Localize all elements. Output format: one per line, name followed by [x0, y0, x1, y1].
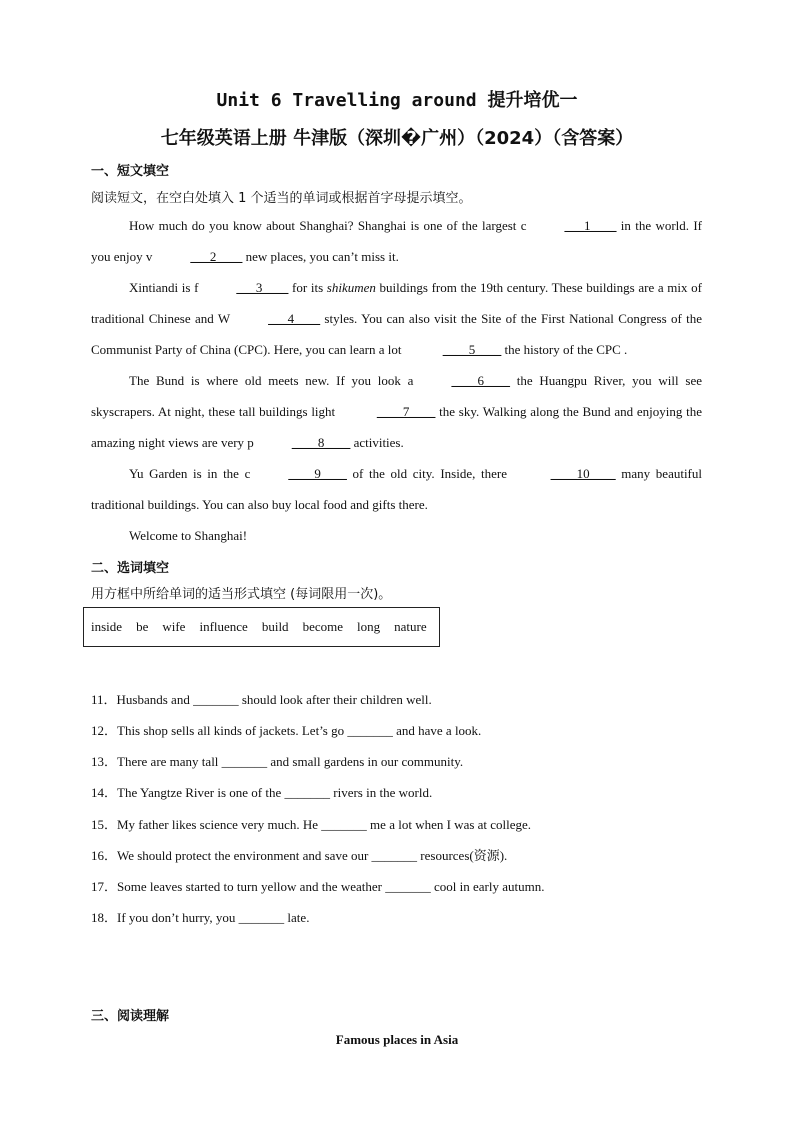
blank-5: ____5____ — [442, 342, 502, 357]
word-option: influence — [199, 619, 248, 634]
word-option: become — [302, 619, 343, 634]
section-heading-2: 二、选词填空 — [91, 561, 170, 576]
word-option: nature — [394, 619, 427, 634]
word-option: build — [261, 619, 289, 634]
section-instruction-1: 阅读短文，在空白处填入 1 个适当的单词或根据首字母提示填空。 — [91, 191, 472, 206]
passage-paragraph: Xintiandi is f ___3____ for its shikumen buildings from the 19th century. These buildings are a mix of traditional Chinese and W ___4____ styles. You can also visit the Site of the First National Congress of the Communist Party of China (CPC). Here, you can learn a lot ____5____ the history of the CPC . — [91, 272, 702, 365]
section-instruction-2: 用方框中所给单词的适当形式填空 (每词限用一次)。 — [91, 587, 392, 602]
word-box — [83, 607, 440, 647]
passage-paragraph: How much do you know about Shanghai? Shanghai is one of the largest c ___1____ in the world. If you enjoy v ___2____ new places, you can’t miss it. — [91, 210, 702, 272]
word-option: long — [356, 619, 381, 634]
passage-closing: Welcome to Shanghai! — [129, 528, 248, 543]
blank-4: ___4____ — [268, 311, 321, 326]
question-14: 14．The Yangtze River is one of the _______ rivers in the world. — [91, 785, 433, 800]
blank-3: ___3____ — [236, 280, 289, 295]
question-18: 18．If you don’t hurry, you _______ late. — [91, 910, 310, 925]
passage-paragraph: Yu Garden is in the c ____9____ of the old city. Inside, there ____10____ many beautiful traditional buildings. You can also buy local food and gifts there. — [91, 458, 702, 520]
blank-9: ____9____ — [288, 466, 347, 481]
word-option: wife — [162, 619, 186, 634]
question-15: 15．My father likes science very much. He _______ me a lot when I was at college. — [91, 817, 532, 832]
passage-shanghai — [91, 210, 702, 551]
word-option: be — [136, 619, 149, 634]
blank-1: ___1____ — [564, 218, 617, 233]
blank-7: ____7____ — [376, 404, 436, 419]
question-16: 16．We should protect the environment and save our _______ resources(资源). — [91, 848, 508, 863]
blank-2: ___2____ — [190, 249, 243, 264]
blank-8: ____8____ — [291, 435, 351, 450]
section-heading-3: 三、阅读理解 — [91, 1009, 170, 1024]
question-17: 17．Some leaves started to turn yellow and the weather _______ cool in early autumn. — [91, 879, 545, 894]
question-12: 12．This shop sells all kinds of jackets. Let’s go _______ and have a look. — [91, 723, 482, 738]
blank-6: ____6____ — [451, 373, 510, 388]
document-title: Unit 6 Travelling around 提升培优一 — [216, 90, 578, 111]
blank-10: ____10____ — [550, 466, 616, 481]
document-subtitle: 七年级英语上册 牛津版（深圳�广州）（2024）（含答案） — [160, 128, 634, 149]
section-heading-1: 一、短文填空 — [91, 164, 170, 179]
passage-paragraph: The Bund is where old meets new. If you look a ____6____ the Huangpu River, you will see skyscrapers. At night, these tall buildings light ____7____ the sky. Walking along the Bund and enjoying the amazing night views are very p ____8____ activities. — [91, 365, 702, 458]
question-13: 13．There are many tall _______ and small gardens in our community. — [91, 754, 464, 769]
question-11: 11．Husbands and _______ should look after their children well. — [91, 692, 432, 707]
reading-passage-title: Famous places in Asia — [335, 1032, 459, 1047]
word-option: inside — [91, 619, 123, 634]
